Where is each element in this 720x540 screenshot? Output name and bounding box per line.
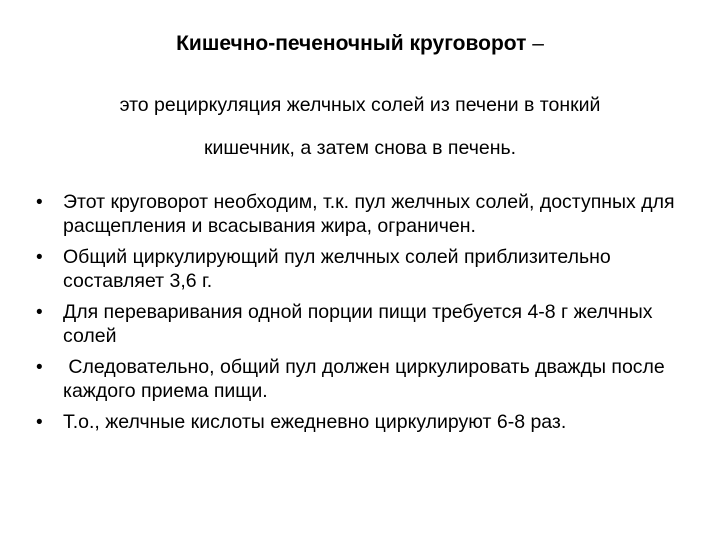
bullet-text: Общий циркулирующий пул желчных солей приблизительно составляет 3,6 г.	[63, 246, 611, 292]
bullet-item	[36, 301, 686, 348]
title-term: Кишечно-печеночный круговорот	[176, 32, 527, 55]
bullet-item	[36, 246, 686, 293]
title-dash: –	[526, 32, 544, 55]
definition-line-2: кишечник, а затем снова в печень.	[203, 137, 517, 159]
bullet-item	[36, 411, 686, 435]
bullet-point-icon: •	[36, 412, 43, 433]
slide-title	[0, 30, 720, 58]
bullet-item	[36, 191, 686, 238]
bullet-text: Т.о., желчные кислоты ежедневно циркулируют 6-8 раз.	[63, 411, 567, 433]
bullet-point-icon: •	[36, 247, 43, 268]
bullet-text: Для переваривания одной порции пищи требуется 4-8 г желчных солей	[63, 301, 653, 347]
bullet-text: Этот круговорот необходим, т.к. пул желчных солей, доступных для расщепления и всасывания жира, ограничен.	[63, 191, 675, 237]
definition-text	[40, 84, 680, 170]
bullet-point-icon: •	[36, 192, 43, 213]
definition-line-1: это рециркуляция желчных солей из печени в тонкий	[119, 94, 601, 116]
bullet-point-icon: •	[36, 302, 43, 323]
bullet-point-icon: •	[36, 357, 43, 378]
bullet-item	[36, 356, 686, 403]
bullet-text: Следовательно, общий пул должен циркулировать дважды после каждого приема пищи.	[63, 356, 671, 402]
bullet-list	[36, 191, 686, 443]
